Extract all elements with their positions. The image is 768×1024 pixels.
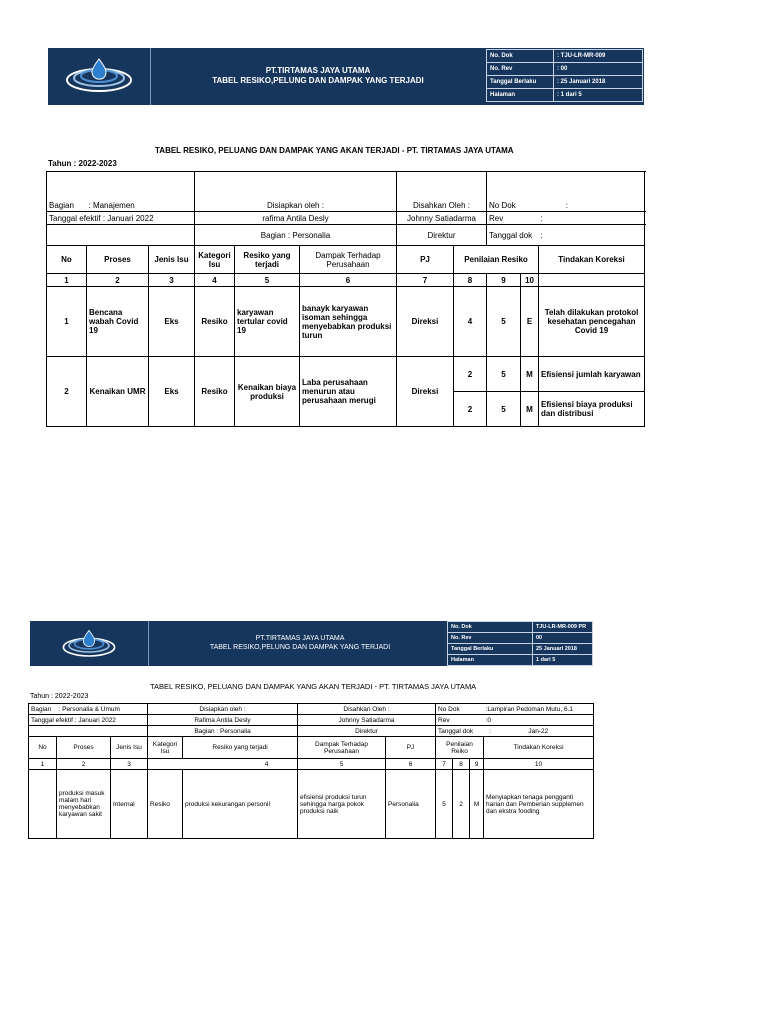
row-score-9: M — [470, 770, 484, 839]
row-jenis: Eks — [149, 287, 195, 357]
table-row — [47, 287, 645, 357]
row-score-9: M — [521, 392, 539, 427]
row-score-9: E — [521, 287, 539, 357]
col-header: Jenis Isu — [149, 246, 195, 274]
row-tindakan: Telah dilakukan protokol kesehatan pencegahan Covid 19 — [539, 287, 645, 357]
col-header: Resiko yang terjadi — [183, 737, 298, 759]
col-header: Dampak Terhadap Perusahaan — [300, 246, 397, 274]
rev-label: Rev — [487, 212, 539, 225]
row-tindakan: Efisiensi jumlah karyawan — [539, 357, 645, 392]
row-pj: Direksi — [397, 287, 454, 357]
row-no — [29, 770, 57, 839]
row-dampak: banayk karyawan isoman sehingga menyebabkan produksi turun — [300, 287, 397, 357]
top-doc-title: TABEL RESIKO, PELUANG DAN DAMPAK YANG AKAN TERJADI - PT. TIRTAMAS JAYA UTAMA — [155, 146, 514, 155]
col-header: Tindakan Koreksi — [539, 246, 645, 274]
meta-value: : TJU-LR-MR-009 — [554, 50, 643, 63]
bottom-year: Tahun : 2022-2023 — [30, 693, 89, 700]
row-proses: produksi masuk malam hari menyebabkan karyawan sakit — [57, 770, 111, 839]
tgl-dok-colon: : — [539, 225, 645, 246]
approved-name: Johnny Satiadarma — [397, 212, 487, 225]
row-score-8: 5 — [487, 392, 521, 427]
col-number: 7 — [397, 274, 454, 287]
disahkan-label: Disahkan Oleh : — [397, 172, 487, 212]
row-proses: Bencana wabah Covid 19 — [87, 287, 149, 357]
disahkan-label: Disahkan Oleh : — [298, 704, 436, 715]
row-jenis: Internal — [111, 770, 148, 839]
row-pj: Direksi — [397, 357, 454, 427]
nodok-label: No Dok : — [487, 172, 645, 212]
row-jenis: Eks — [149, 357, 195, 427]
bagian-label: Bagian — [29, 704, 57, 715]
top-year: Tahun : 2022-2023 — [48, 159, 117, 168]
meta-label: Halaman — [448, 655, 533, 666]
empty-cell — [29, 726, 148, 737]
meta-label: Tanggal Berlaku — [448, 644, 533, 655]
row-score-7: 2 — [454, 392, 487, 427]
top-header-subtitle: TABEL RESIKO,PELUNG DAN DAMPAK YANG TERJADI — [212, 76, 424, 85]
col-header: Kategori Isu — [148, 737, 183, 759]
row-score-7: 5 — [436, 770, 453, 839]
bagian-label: Bagian — [47, 172, 87, 212]
rev-colon: : — [539, 212, 645, 225]
col-number: 2 — [87, 274, 149, 287]
rev-label: Rev — [436, 715, 484, 726]
col-number: 3 — [111, 759, 148, 770]
bagian-value: : Personalia & Umum — [57, 704, 148, 715]
company-logo-icon — [61, 628, 117, 660]
bottom-company-name: PT.TIRTAMAS JAYA UTAMA — [255, 635, 345, 642]
bottom-meta-table — [447, 621, 593, 666]
top-header-title — [158, 66, 478, 86]
tgl-dok-value: Jan-22 — [484, 726, 594, 737]
row-dampak: efisiensi produksi turun sehingga harga pokok produksi naik — [298, 770, 386, 839]
table-row — [29, 770, 594, 839]
row-kategori: Resiko — [195, 287, 235, 357]
meta-label: No. Rev — [448, 633, 533, 644]
col-number: 8 — [453, 759, 470, 770]
col-number — [539, 274, 645, 287]
col-header: Penilaian Reiko — [436, 737, 484, 759]
tgl-dok-label: Tanggal dok — [487, 225, 539, 246]
col-header: Proses — [87, 246, 149, 274]
row-no: 1 — [47, 287, 87, 357]
meta-value: : 25 Januari 2018 — [554, 76, 643, 89]
col-header: Penilaian Resiko — [454, 246, 539, 274]
row-proses: Kenaikan UMR — [87, 357, 149, 427]
table-row — [47, 357, 645, 392]
lampiran-value: :Lampiran Pedoman Mutu, 6.1 — [484, 704, 594, 715]
col-number: 7 — [436, 759, 453, 770]
col-number: 3 — [149, 274, 195, 287]
tanggal-efektif: Tanggal efektif : Januari 2022 — [47, 212, 195, 225]
bottom-risk-table — [28, 703, 594, 839]
rev-value: :0 — [484, 715, 594, 726]
direktur-label: Direktur — [298, 726, 436, 737]
col-number: 10 — [521, 274, 539, 287]
empty-cell — [47, 225, 195, 246]
bagian-personalia: Bagian : Personalia — [195, 225, 397, 246]
col-header: Resiko yang terjadi — [235, 246, 300, 274]
row-resiko: karyawan tertular covid 19 — [235, 287, 300, 357]
meta-label: No. Dok — [487, 50, 554, 63]
bottom-header-band — [30, 621, 593, 666]
prepared-name: Rafima Antila Desly — [148, 715, 298, 726]
col-number: 9 — [470, 759, 484, 770]
row-score-8: 5 — [487, 287, 521, 357]
meta-label: No. Dok — [448, 622, 533, 633]
col-number: 1 — [29, 759, 57, 770]
row-score-7: 4 — [454, 287, 487, 357]
tgl-dok-label: Tanggal dok : — [436, 726, 484, 737]
row-score-9: M — [521, 357, 539, 392]
tanggal-efektif: Tanggal efektif : Januari 2022 — [29, 715, 148, 726]
col-number: 8 — [454, 274, 487, 287]
row-score-8: 2 — [453, 770, 470, 839]
nodok-label: No Dok — [436, 704, 484, 715]
top-header-band — [48, 48, 644, 105]
col-header: Tindakan Koreksi — [484, 737, 594, 759]
bottom-header-title — [155, 635, 445, 653]
top-logo-box — [48, 48, 151, 105]
row-kategori: Resiko — [148, 770, 183, 839]
col-header: Dampak Terhadap Perusahaan — [298, 737, 386, 759]
top-meta-table — [486, 49, 643, 102]
col-header: No — [47, 246, 87, 274]
bagian-personalia: Bagian : Personalia — [148, 726, 298, 737]
bottom-header-subtitle: TABEL RESIKO,PELUNG DAN DAMPAK YANG TERJADI — [209, 643, 391, 651]
row-score-7: 2 — [454, 357, 487, 392]
row-tindakan: Efisiensi biaya produksi dan distribusi — [539, 392, 645, 427]
meta-label: Halaman — [487, 89, 554, 102]
direktur-label: Direktur — [397, 225, 487, 246]
meta-label: No. Rev — [487, 63, 554, 76]
col-number: 1 — [47, 274, 87, 287]
col-number: 4 — [195, 274, 235, 287]
col-header: Proses — [57, 737, 111, 759]
row-pj: Personalia — [386, 770, 436, 839]
col-number: 5 — [298, 759, 386, 770]
top-company-name: PT.TIRTAMAS JAYA UTAMA — [265, 66, 371, 75]
bottom-logo-box — [30, 621, 149, 666]
company-logo-icon — [64, 56, 134, 96]
approved-name: Johnny Satiadarma — [298, 715, 436, 726]
col-header: Kategori Isu — [195, 246, 235, 274]
meta-value: : 00 — [554, 63, 643, 76]
col-header: PJ — [386, 737, 436, 759]
row-tindakan: Menyiapkan tenaga pengganti harian dan Pemberian supplemen dan ekstra fooding — [484, 770, 594, 839]
col-number: 4 — [148, 759, 298, 770]
col-header: No — [29, 737, 57, 759]
prepared-name: rafima Antila Desly — [195, 212, 397, 225]
col-number: 5 — [235, 274, 300, 287]
row-no: 2 — [47, 357, 87, 427]
col-header: Jenis Isu — [111, 737, 148, 759]
top-risk-table — [46, 171, 645, 427]
disiapkan-label: Disiapkan oleh : — [195, 172, 397, 212]
meta-label: Tanggal Berlaku — [487, 76, 554, 89]
col-number: 6 — [386, 759, 436, 770]
meta-value: 1 dari 5 — [533, 655, 593, 666]
meta-value: 25 Januari 2018 — [533, 644, 593, 655]
row-dampak: Laba perusahaan menurun atau perusahaan merugi — [300, 357, 397, 427]
col-number: 6 — [300, 274, 397, 287]
meta-value: : 1 dari 5 — [554, 89, 643, 102]
row-resiko: Kenaikan biaya produksi — [235, 357, 300, 427]
meta-value: 00 — [533, 633, 593, 644]
col-number: 10 — [484, 759, 594, 770]
bagian-value: : Manajemen — [87, 172, 195, 212]
row-kategori: Resiko — [195, 357, 235, 427]
meta-value: TJU-LR-MR-009 PR — [533, 622, 593, 633]
disiapkan-label: Disiapkan oleh : — [148, 704, 298, 715]
col-number: 2 — [57, 759, 111, 770]
col-header: PJ — [397, 246, 454, 274]
bottom-doc-title: TABEL RESIKO, PELUANG DAN DAMPAK YANG AKAN TERJADI - PT. TIRTAMAS JAYA UTAMA — [150, 682, 477, 691]
row-score-8: 5 — [487, 357, 521, 392]
row-resiko: produksi kekurangan personil — [183, 770, 298, 839]
col-number: 9 — [487, 274, 521, 287]
